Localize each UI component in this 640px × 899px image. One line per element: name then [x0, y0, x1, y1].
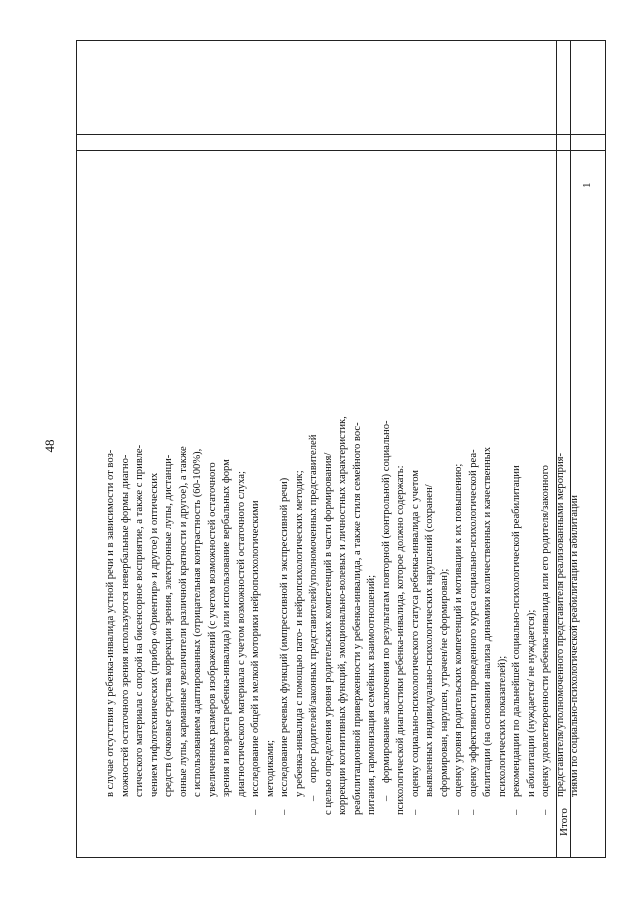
- text-line: [249, 212, 264, 815]
- dash-bullet: –: [409, 809, 421, 815]
- text-line: увеличенных размеров изображений (с учетом возможностей остаточного: [206, 462, 218, 797]
- dash-bullet: –: [250, 809, 261, 815]
- text-line: средств (очковые средства коррекции зрения, электронные лупы, дистанци-: [163, 454, 174, 797]
- text-line: зрения и возраста ребенка-инвалида) или использование вербальных форм: [221, 459, 232, 797]
- text-line: [510, 212, 525, 815]
- text-line: в случае отсутствия у ребенка-инвалида устной речи и в зависимости от воз-: [105, 449, 116, 797]
- text-line: онные лупы, карманные увеличители различной кратности и другое), а также: [177, 446, 189, 797]
- text-line: [452, 212, 467, 815]
- dash-bullet: –: [453, 809, 464, 815]
- text-line-content: формирование заключения по результатам повторной (контрольной) социально-: [380, 420, 392, 783]
- dash-bullet: –: [279, 809, 290, 815]
- text-line: коррекции когнитивных функций, эмоционально-волевых и личностных характеристик,: [337, 416, 348, 815]
- dash-bullet: –: [308, 795, 319, 801]
- text-line: чением тифлотехнических (прибор «Ориентир» и другое) и оптических: [148, 472, 160, 797]
- text-line: питания, гармонизация семейных взаимоотношений;: [366, 574, 377, 815]
- text-line: психологических показателей);: [496, 655, 508, 797]
- text-line: выявленных индивидуально-психологических нарушений (сохранен/: [424, 484, 435, 797]
- text-line-content: оценку уровня родительских компетенций и мотивации к их повышению;: [453, 463, 464, 797]
- text-line: стического материала с опорой на бисенсорное восприятие, а также с привле-: [134, 444, 145, 797]
- text-line-content: оценку социально-психологического статуса ребенка-инвалида с учетом: [409, 470, 421, 797]
- text-line: [380, 212, 395, 815]
- text-line: билитации (на основании анализа динамики количественных и качественных: [482, 446, 493, 797]
- text-line: реабилитационной приверженности у ребенка-инвалида, а также стиля семейного вос-: [351, 422, 363, 815]
- text-line-content: исследование речевых функций (импрессивной и экспрессивной речи): [279, 477, 290, 797]
- dash-bullet: –: [380, 795, 392, 801]
- text-line: и абилитации (нуждается/ не нуждается);: [525, 609, 537, 797]
- text-line: с целью определения уровня родительских компетенций в части формирования/: [322, 452, 334, 815]
- dash-bullet: –: [467, 809, 479, 815]
- text-line-content: рекомендации по дальнейшей социально-психологической реабилитации: [511, 465, 522, 797]
- text-line: сформирован, нарушен, утрачен/не сформирован);: [438, 568, 450, 797]
- table-divider-top: [77, 134, 605, 135]
- total-label: Итого: [558, 808, 570, 836]
- dash-bullet: –: [540, 809, 551, 815]
- dash-bullet: –: [511, 809, 522, 815]
- text-line: [278, 212, 293, 815]
- text-line: психологической диагностики ребенка-инвалида, которое должно содержать:: [395, 465, 406, 815]
- page-number: 48: [42, 439, 57, 453]
- text-line-content: оценку удовлетворенности ребенка-инвалида или его родителя/законного: [540, 465, 551, 797]
- text-line-content: опрос родителей/законных представителей/уполномоченных представителей: [308, 434, 319, 783]
- text-line: тиями по социально-психологической реабилитации и абилитации: [569, 495, 580, 797]
- total-value: 1: [581, 182, 593, 188]
- text-line: диагностического материала с учетом возможностей остаточного слуха;: [235, 471, 247, 797]
- table-divider-top-thin: [77, 150, 605, 151]
- text-line: представителя/уполномоченного представителя реализованными мероприя-: [554, 452, 566, 797]
- text-line-content: исследование общей и мелкой моторики нейропсихологическими: [250, 500, 261, 797]
- text-line: с использованием адаптированных (отрицательная контрастность (60-100%),: [192, 448, 203, 797]
- text-line: у ребенка-инвалида с помощью пато- и нейропсихологических методик;: [293, 470, 305, 797]
- text-line: методиками;: [264, 740, 276, 797]
- table-cell-content: [104, 212, 580, 815]
- text-line-content: оценку эффективности проведенного курса социально-психологической реа-: [467, 449, 479, 797]
- text-line: [539, 212, 554, 815]
- text-line: [409, 212, 424, 815]
- text-line: [467, 212, 482, 815]
- text-line: можностей остаточного зрения используются невербальные формы диагно-: [119, 454, 131, 797]
- text-line: [307, 212, 322, 815]
